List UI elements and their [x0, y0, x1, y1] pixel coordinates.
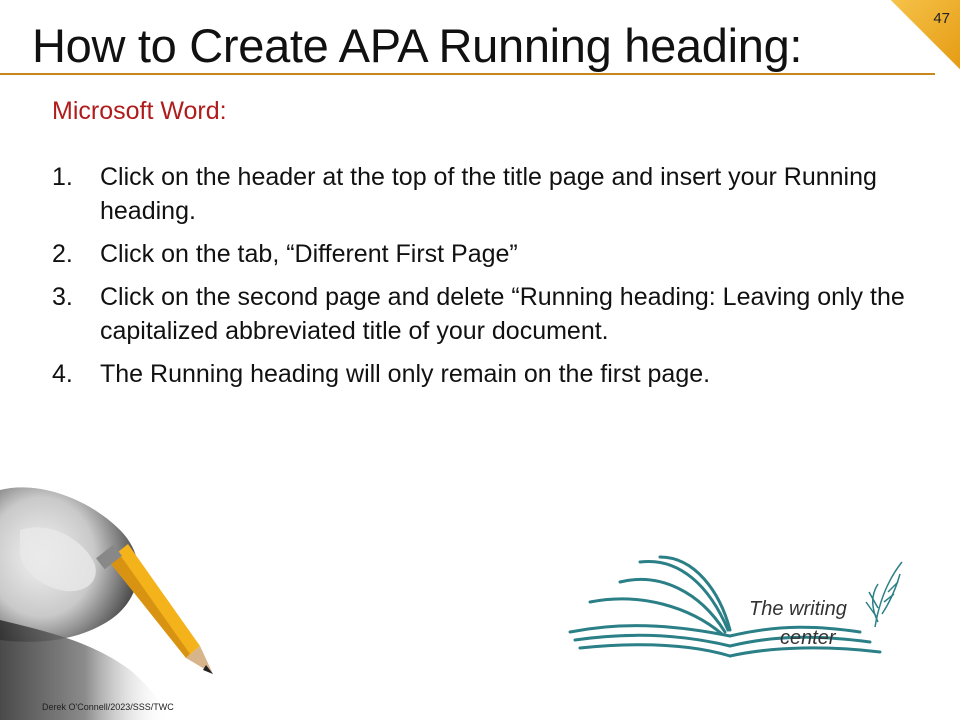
- hand-pencil-image: [0, 470, 240, 720]
- footer-credit: Derek O'Connell/2023/SSS/TWC: [42, 702, 174, 712]
- step-text: Click on the second page and delete “Running heading: Leaving only the capitalized abbreviated title of your document.: [100, 283, 905, 345]
- slide-title: How to Create APA Running heading:: [32, 19, 803, 72]
- logo-text-line1: The writing: [749, 598, 847, 620]
- step-item: [52, 237, 922, 271]
- step-item: [52, 280, 922, 348]
- step-text: The Running heading will only remain on the first page.: [100, 360, 711, 388]
- steps-list: [52, 160, 922, 400]
- slide-subtitle: Microsoft Word:: [52, 97, 227, 125]
- step-number: 1.: [52, 163, 73, 191]
- title-underline: [0, 73, 935, 75]
- step-number: 3.: [52, 283, 73, 311]
- step-text: Click on the tab, “Different First Page”: [100, 240, 518, 268]
- step-text: Click on the header at the top of the title page and insert your Running heading.: [100, 163, 877, 225]
- step-number: 2.: [52, 240, 73, 268]
- step-number: 4.: [52, 360, 73, 388]
- page-number: 47: [933, 10, 950, 27]
- writing-center-logo: [560, 552, 910, 670]
- step-item: [52, 160, 922, 228]
- logo-text-line2: center: [780, 627, 836, 649]
- step-item: [52, 357, 922, 391]
